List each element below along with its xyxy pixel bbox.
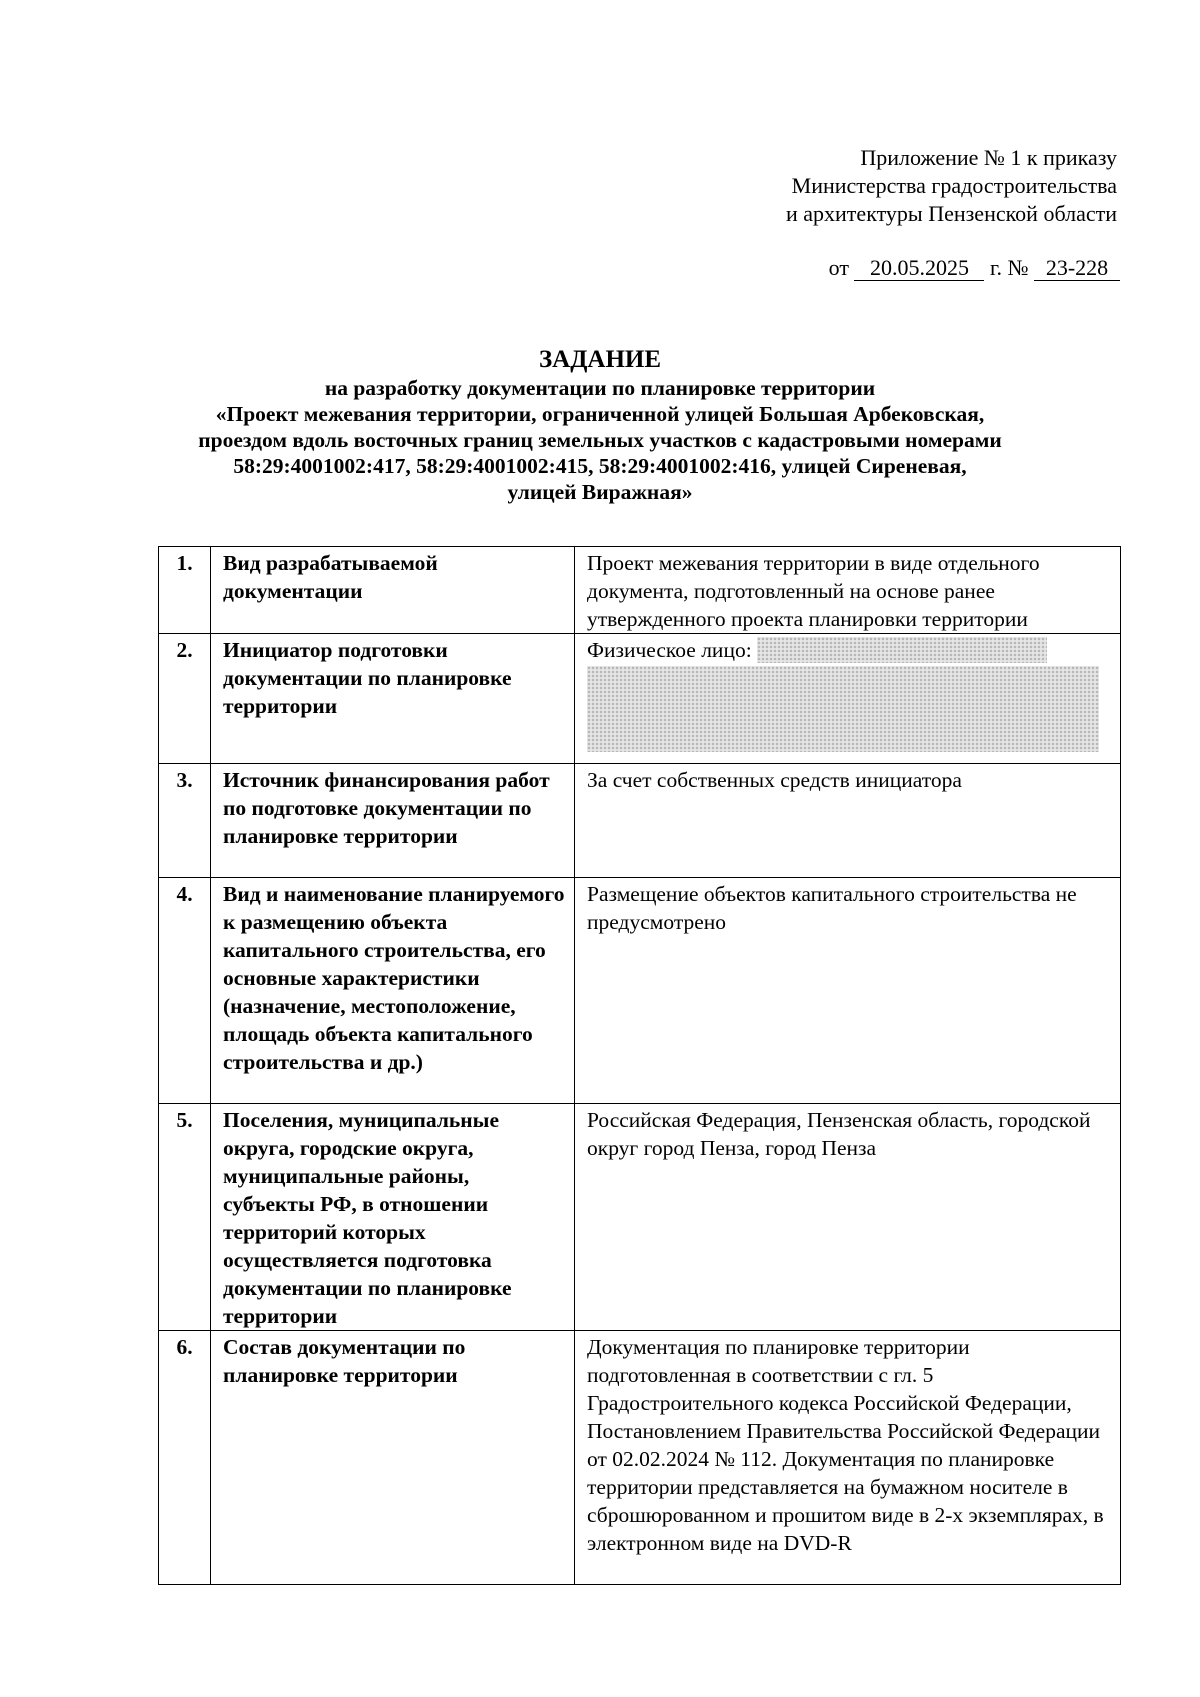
- order-reference: [829, 254, 1120, 282]
- row-name: Поселения, муниципальные округа, городские округа, муниципальные районы, субъекты РФ, в отношении территорий которых осуществляется подготовка документации по планировке территории: [211, 1104, 575, 1331]
- redaction-mask: [757, 637, 1047, 663]
- row-number: 1.: [159, 547, 211, 634]
- row-name: Инициатор подготовки документации по планировке территории: [211, 634, 575, 764]
- appendix-block: [697, 144, 1117, 228]
- row-value: Российская Федерация, Пензенская область, городской округ город Пенза, город Пенза: [575, 1104, 1121, 1331]
- redaction-mask: [587, 666, 1099, 752]
- row-number: 2.: [159, 634, 211, 764]
- document-heading: [150, 345, 1050, 505]
- order-number-sign: №: [1007, 255, 1029, 280]
- heading-line: на разработку документации по планировке территории: [324, 376, 876, 400]
- appendix-line: Приложение № 1 к приказу: [860, 145, 1117, 170]
- row-value: За счет собственных средств инициатора: [575, 764, 1121, 878]
- row-number: 4.: [159, 878, 211, 1104]
- order-date: 20.05.2025: [854, 256, 984, 281]
- row-name: Вид и наименование планируемого к размещению объекта капитального строительства, его основные характеристики (назначение, местоположение, площадь объекта капитального строительства и др.): [211, 878, 575, 1104]
- row-value: Документация по планировке территории подготовленная в соответствии с гл. 5 Градостроительного кодекса Российской Федерации, Постановлением Правительства Российской Федерации от 02.02.2024 № 112. Документация по планировке территории представляется на бумажном носителе в сброшюрованном и прошитом виде в 2-х экземплярах, в электронном виде на DVD-R: [575, 1331, 1121, 1585]
- order-year-suffix: г.: [989, 255, 1002, 280]
- heading-line: 58:29:4001002:417, 58:29:4001002:415, 58:29:4001002:416, улицей Сиреневая,: [233, 454, 967, 478]
- row-number: 5.: [159, 1104, 211, 1331]
- table-row: [159, 764, 1121, 878]
- heading-line: проездом вдоль восточных границ земельных участков с кадастровыми номерами: [198, 428, 1002, 452]
- row-name: Источник финансирования работ по подготовке документации по планировке территории: [211, 764, 575, 878]
- table-row: [159, 547, 1121, 634]
- row-value-cell: [575, 634, 1121, 764]
- row-number: 6.: [159, 1331, 211, 1585]
- table-row: [159, 634, 1121, 764]
- table-row: [159, 1331, 1121, 1585]
- order-number: 23-228: [1034, 256, 1120, 281]
- document-title: ЗАДАНИЕ: [538, 346, 662, 373]
- row-value: Физическое лицо:: [587, 638, 752, 662]
- heading-line: улицей Виражная»: [507, 480, 693, 504]
- heading-line: «Проект межевания территории, ограниченной улицей Большая Арбековская,: [215, 402, 985, 426]
- row-value: Размещение объектов капитального строительства не предусмотрено: [575, 878, 1121, 1104]
- appendix-line: и архитектуры Пензенской области: [786, 201, 1117, 226]
- row-name: Состав документации по планировке территории: [211, 1331, 575, 1585]
- row-number: 3.: [159, 764, 211, 878]
- row-name: Вид разрабатываемой документации: [211, 547, 575, 634]
- table-row: [159, 878, 1121, 1104]
- appendix-line: Министерства градостроительства: [791, 173, 1117, 198]
- row-value: Проект межевания территории в виде отдельного документа, подготовленный на основе ранее утвержденного проекта планировки территории: [575, 547, 1121, 634]
- table-row: [159, 1104, 1121, 1331]
- task-table: [158, 546, 1121, 1585]
- order-prefix: от: [828, 255, 849, 280]
